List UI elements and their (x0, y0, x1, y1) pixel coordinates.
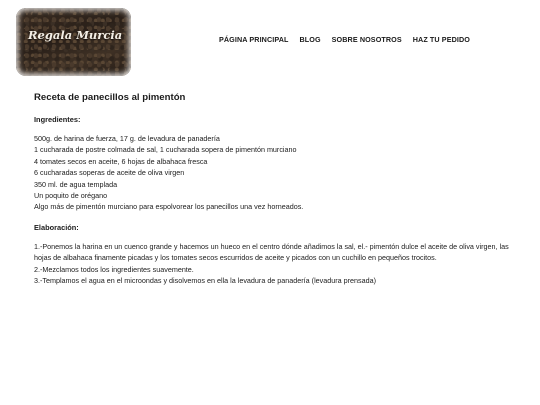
steps-list (34, 241, 510, 287)
site-logo[interactable] (16, 8, 131, 76)
ingredient-item: 500g. de harina de fuerza, 17 g. de levadura de panadería (34, 134, 220, 143)
ingredients-heading: Ingredientes: (34, 115, 81, 124)
elaboration-heading: Elaboración: (34, 222, 79, 232)
step-item: 1.-Ponemos la harina en un cuenco grande y hacemos un hueco en el centro dónde añadimos la sal, el.- pimentón dulce el aceite de oliva virgen, las hojas de albahaca finamente picadas y los tomates secos escurridos de aceite y picados con un cuchillo en pequeños trocitos. (34, 241, 509, 263)
recipe-title: Receta de panecillos al pimentón (34, 92, 186, 103)
nav-link-haz-tu-pedido[interactable]: HAZ TU PEDIDO (412, 35, 470, 44)
nav-link-pagina-principal[interactable]: PÁGINA PRINCIPAL (219, 35, 289, 44)
nav-link-sobre-nosotros[interactable]: SOBRE NOSOTROS (331, 35, 402, 44)
ingredient-item: 350 ml. de agua templada (34, 179, 118, 189)
ingredient-item: 6 cucharadas soperas de aceite de oliva virgen (34, 168, 185, 178)
step-item: 2.-Mezclamos todos los ingredientes suavemente. (34, 264, 194, 274)
logo-text: Regala Murcia (28, 28, 123, 42)
ingredient-item: 4 tomates secos en aceite, 6 hojas de albahaca fresca (34, 156, 208, 166)
step-item: 3.-Templamos el agua en el microondas y disolvemos en ella la levadura de panadería (levadura prensada) (34, 276, 377, 286)
ingredients-list (34, 133, 510, 213)
ingredient-item: Un poquito de orégano (34, 191, 108, 201)
ingredient-item: 1 cucharada de postre colmada de sal, 1 cucharada sopera de pimentón murciano (34, 145, 297, 155)
ingredient-item: Algo más de pimentón murciano para espolvorear los panecillos una vez horneados. (34, 202, 304, 212)
main-nav (219, 35, 470, 44)
recipe-content (34, 92, 510, 286)
nav-link-blog[interactable]: BLOG (299, 35, 321, 44)
